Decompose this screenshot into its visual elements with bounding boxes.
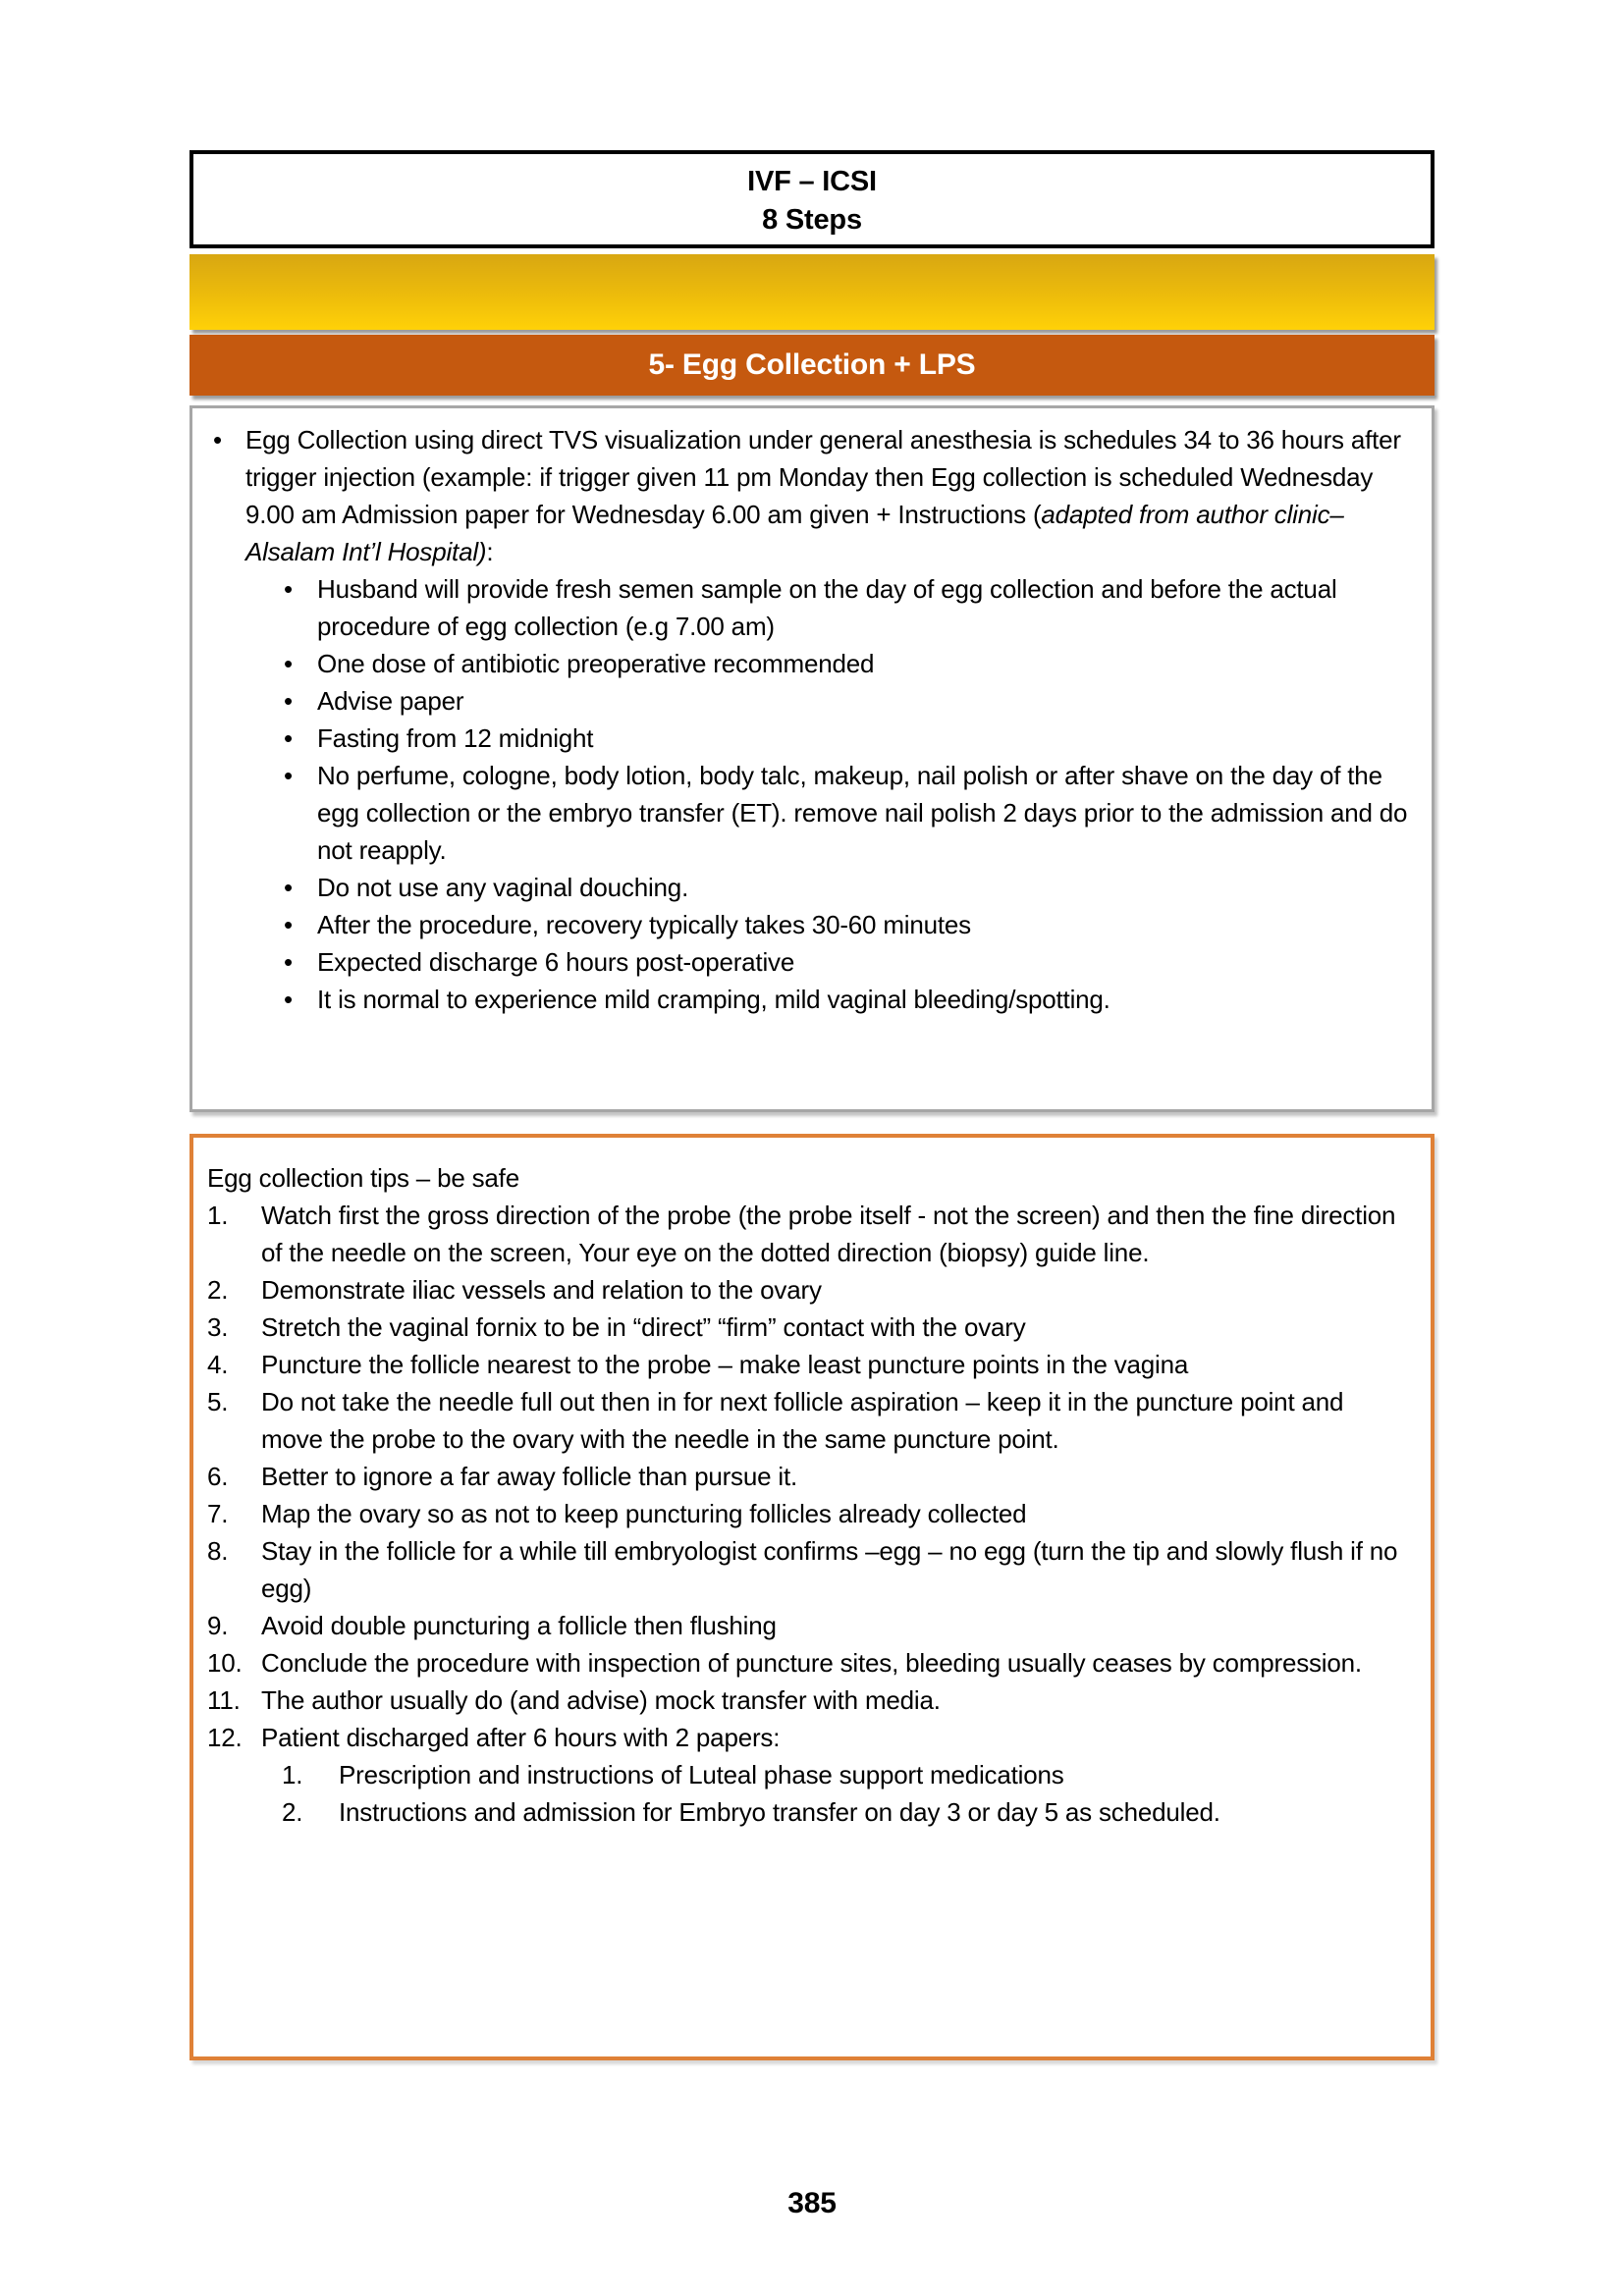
tip-item xyxy=(207,1607,1401,1644)
bullet-item: • Advise paper xyxy=(192,682,1432,720)
tips-heading: Egg collection tips – be safe xyxy=(207,1163,519,1193)
bullet-item: • It is normal to experience mild cramping, mild vaginal bleeding/spotting. xyxy=(192,981,1432,1018)
tip-number: 4. xyxy=(207,1350,229,1379)
tip-number: 5. xyxy=(207,1387,229,1416)
bullet-item: • Husband will provide fresh semen sample on the day of egg collection and before the actual procedure of egg collection (e.g 7.00 am) xyxy=(192,570,1432,645)
egg-collection-box xyxy=(189,405,1435,1112)
tip-number: 12. xyxy=(207,1723,243,1752)
tip-item xyxy=(207,1308,1401,1346)
page-number: 385 xyxy=(787,2187,837,2219)
tip-text: Better to ignore a far away follicle than pursue it. xyxy=(261,1462,798,1491)
tip-text: The author usually do (and advise) mock transfer with media. xyxy=(261,1685,941,1715)
tip-number: 9. xyxy=(207,1611,229,1640)
tip-item xyxy=(207,1271,1401,1308)
tip-sub-number: 1. xyxy=(282,1760,303,1789)
bullet-item: • Do not use any vaginal douching. xyxy=(192,869,1432,906)
tip-item xyxy=(207,1495,1401,1532)
tip-text: Avoid double puncturing a follicle then flushing xyxy=(261,1611,777,1640)
tip-number: 8. xyxy=(207,1536,229,1566)
doc-title-line2: 8 Steps xyxy=(762,204,862,236)
gold-band xyxy=(189,254,1435,330)
tip-item xyxy=(207,1682,1401,1719)
tip-sub-text: Instructions and admission for Embryo transfer on day 3 or day 5 as scheduled. xyxy=(339,1797,1220,1827)
tip-text: Puncture the follicle nearest to the probe – make least puncture points in the vagina xyxy=(261,1350,1189,1379)
tip-item xyxy=(207,1383,1401,1458)
tip-number: 1. xyxy=(207,1201,229,1230)
intro-text-before: Egg Collection using direct TVS visualization under general anesthesia is schedules 34 to 36 hours after trigger injection (example: if trigger given 11 pm Monday then Egg collection is scheduled Wednesday 9.00 am Admission paper for Wednesday 6.00 am given + Instructions ( xyxy=(245,425,1401,529)
intro-text-italic: adapted from author clinic– Alsalam Int’l Hospital) xyxy=(245,500,1344,566)
tip-text: Stay in the follicle for a while till embryologist confirms –egg – no egg (turn the tip and slowly flush if no egg) xyxy=(261,1536,1398,1603)
section-header: 5- Egg Collection + LPS xyxy=(189,335,1435,396)
tip-text: Patient discharged after 6 hours with 2 papers: xyxy=(261,1723,781,1752)
tip-sub-item xyxy=(282,1756,1401,1793)
tip-text: Do not take the needle full out then in for next follicle aspiration – keep it in the puncture point and move the probe to the ovary with the needle in the same puncture point. xyxy=(261,1387,1344,1454)
intro-text-after: : xyxy=(486,537,494,566)
doc-title-line1: IVF – ICSI xyxy=(747,166,877,197)
tip-item xyxy=(207,1458,1401,1495)
tip-item xyxy=(207,1532,1401,1607)
tip-item xyxy=(207,1719,1401,1756)
bullet-item: • After the procedure, recovery typically takes 30-60 minutes xyxy=(192,906,1432,943)
tip-text: Stretch the vaginal fornix to be in “direct” “firm” contact with the ovary xyxy=(261,1312,1026,1342)
tips-box xyxy=(189,1134,1435,2060)
tip-text: Demonstrate iliac vessels and relation to the ovary xyxy=(261,1275,822,1305)
tip-number: 2. xyxy=(207,1275,229,1305)
tip-sub-item xyxy=(282,1793,1401,1831)
bullet-item: • Expected discharge 6 hours post-operative xyxy=(192,943,1432,981)
tip-number: 10. xyxy=(207,1648,243,1678)
tip-sub-text: Prescription and instructions of Luteal phase support medications xyxy=(339,1760,1064,1789)
tip-item xyxy=(207,1346,1401,1383)
tip-number: 7. xyxy=(207,1499,229,1528)
title-box xyxy=(189,150,1435,248)
tip-item xyxy=(207,1644,1401,1682)
tip-number: 11. xyxy=(207,1685,241,1715)
tip-text: Conclude the procedure with inspection of puncture sites, bleeding usually ceases by compression. xyxy=(261,1648,1362,1678)
tip-sub-number: 2. xyxy=(282,1797,303,1827)
tip-text: Watch first the gross direction of the probe (the probe itself - not the screen) and then the fine direction of the needle on the screen, Your eye on the dotted direction (biopsy) guide line. xyxy=(261,1201,1396,1267)
intro-paragraph xyxy=(192,421,1432,570)
bullet-item: • No perfume, cologne, body lotion, body talc, makeup, nail polish or after shave on the day of the egg collection or the embryo transfer (ET). remove nail polish 2 days prior to the admission and do not reapply. xyxy=(192,757,1432,869)
tip-text: Map the ovary so as not to keep puncturing follicles already collected xyxy=(261,1499,1027,1528)
tip-number: 3. xyxy=(207,1312,229,1342)
tip-item xyxy=(207,1197,1401,1271)
tip-number: 6. xyxy=(207,1462,229,1491)
bullet-item: • One dose of antibiotic preoperative recommended xyxy=(192,645,1432,682)
bullet-item: • Fasting from 12 midnight xyxy=(192,720,1432,757)
